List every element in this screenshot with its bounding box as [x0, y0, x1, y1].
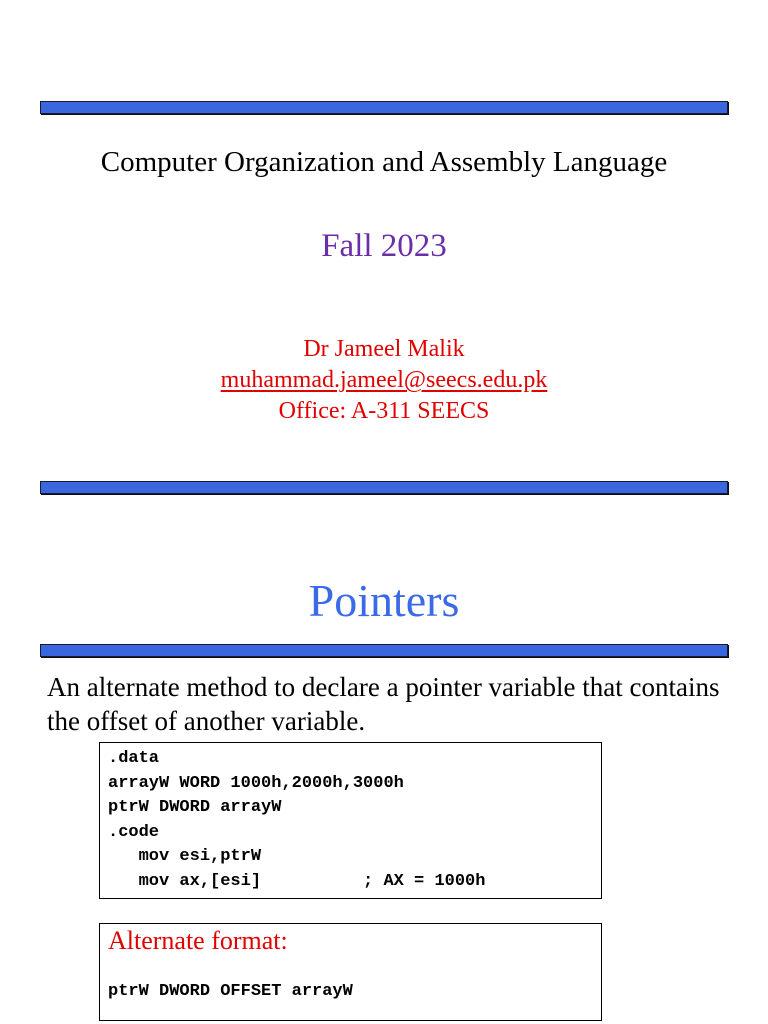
- term-label: Fall 2023: [321, 228, 447, 264]
- course-title: Computer Organization and Assembly Language: [100, 146, 668, 178]
- top-divider-bar: [40, 101, 728, 114]
- code-line: mov esi,ptrW: [108, 847, 262, 866]
- code-line: .code: [108, 822, 160, 842]
- body-paragraph: An alternate method to declare a pointer variable that contains the offset of another variable.: [47, 672, 720, 736]
- alternate-format-heading: Alternate format:: [108, 926, 288, 955]
- bottom-divider-bar: [40, 481, 728, 494]
- instructor-name: Dr Jameel Malik: [303, 336, 465, 362]
- title-divider-bar: [40, 644, 728, 657]
- code-line: .data: [108, 749, 160, 768]
- code-line: mov ax,[esi] ; AX = 1000h: [108, 871, 486, 891]
- code-example-box: [99, 742, 602, 899]
- code-line: ptrW DWORD arrayW: [108, 798, 282, 817]
- office-location: Office: A-311 SEECS: [278, 398, 490, 424]
- slide-title: Pointers: [308, 575, 460, 626]
- code-line: arrayW WORD 1000h,2000h,3000h: [108, 773, 404, 793]
- alternate-format-code: ptrW DWORD OFFSET arrayW: [108, 982, 353, 1001]
- instructor-email-link[interactable]: muhammad.jameel@seecs.edu.pk: [220, 367, 548, 393]
- alternate-format-box: [99, 923, 602, 1021]
